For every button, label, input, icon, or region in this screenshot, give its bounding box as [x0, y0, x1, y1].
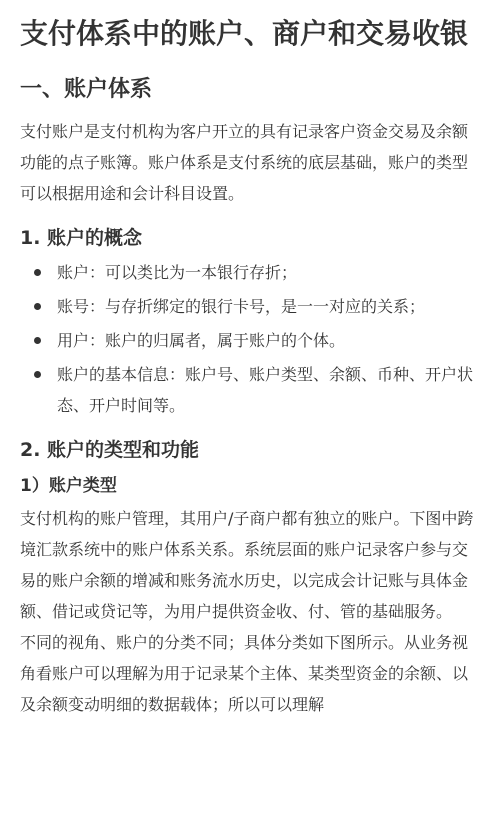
section-intro-paragraph: 支付账户是支付机构为客户开立的具有记录客户资金交易及余额功能的点子账簿。账户体系是支付系统的底层基础，账户的类型可以根据用途和会计科目设置。 — [20, 122, 469, 203]
article-title: 支付体系中的账户、商户和交易收银 — [20, 17, 469, 50]
list-item — [20, 359, 480, 421]
list-item — [20, 291, 480, 322]
subsection-heading-account-types: 2. 账户的类型和功能 — [20, 439, 200, 461]
bullet-dot-icon — [34, 303, 41, 310]
bullet-dot-icon — [34, 371, 41, 378]
subsection-heading-account-concept: 1. 账户的概念 — [20, 227, 143, 249]
list-item-text: 账户的基本信息：账户号、账户类型、余额、币种、开户状态、开户时间等。 — [57, 365, 474, 415]
section-heading-account-system: 一、账户体系 — [20, 77, 153, 102]
list-item — [20, 257, 480, 288]
concept-bullet-list — [20, 257, 480, 421]
bullet-dot-icon — [34, 269, 41, 276]
list-item-text: 账户：可以类比为一本银行存折； — [57, 263, 298, 282]
list-item-text: 用户：账户的归属者，属于账户的个体。 — [57, 331, 346, 350]
list-item-text: 账号：与存折绑定的银行卡号，是一一对应的关系； — [57, 297, 426, 316]
bullet-dot-icon — [34, 337, 41, 344]
sub-subsection-heading-account-type: 1）账户类型 — [20, 476, 117, 496]
body-paragraph: 支付机构的账户管理，其用户/子商户都有独立的账户。下图中跨境汇款系统中的账户体系关系。系统层面的账户记录客户参与交易的账户余额的增减和账务流水历史，以完成会计记账与具体金额、借记或贷记等，为用户提供资金收、付、管的基础服务。 — [20, 509, 474, 621]
list-item — [20, 325, 480, 356]
body-paragraph: 不同的视角、账户的分类不同；具体分类如下图所示。从业务视角看账户可以理解为用于记录某个主体、某类型资金的余额、以及余额变动明细的数据载体；所以可以理解 — [20, 633, 469, 714]
